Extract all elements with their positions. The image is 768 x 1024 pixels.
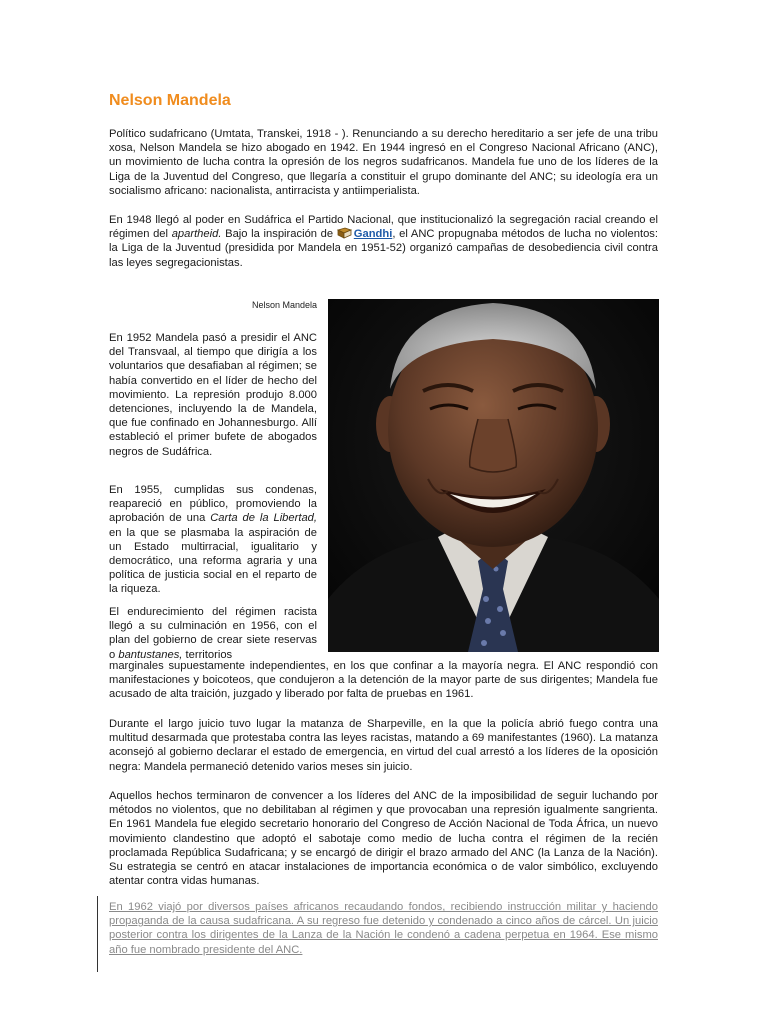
paragraph-text: En 1955, cumplidas sus condenas, reapareció en público, promoviendo la aprobación de una — [109, 484, 317, 525]
paragraph-apartheid — [109, 213, 658, 270]
mandela-photo — [328, 299, 659, 652]
paragraph-1962-link[interactable]: En 1962 viajó por diversos países africanos recaudando fondos, recibiendo instrucción militar y haciendo propaganda de la causa sudafricana. A su regreso fue detenido y condenado a cinco años de cárcel. Un juicio posterior contra los dirigentes de la Lanza de la Nación le condenó a cadena perpetua en 1964. Ese mismo año fue nombrado presidente del ANC. — [109, 901, 658, 956]
paragraph-bantustanes — [109, 605, 317, 662]
paragraph-carta-libertad — [109, 483, 317, 597]
paragraph-emphasis: bantustanes, — [118, 648, 183, 661]
paragraph-text: En 1948 llegó al poder en Sudáfrica el Partido Nacional, que institucionalizó la segregación racial creando el régimen del — [109, 214, 658, 241]
paragraph-marginales: marginales supuestamente independientes, en los que confinar a la mayoría negra. El ANC respondió con manifestaciones y boicoteos, que condujeron a la detención de la mayor parte de sus dirigentes; Mandela fue acusado de alta traición, juzgado y liberado por falta de pruebas en 1961. — [109, 660, 658, 701]
paragraph-lanza-nacion: Aquellos hechos terminaron de convencer a los líderes del ANC de la imposibilidad de seguir luchando por métodos no violentos, que no debilitaban al régimen y que provocaban una represión igualmente sangrienta. En 1961 Mandela fue elegido secretario honorario del Congreso de Acción Nacional de Toda África, un nuevo movimiento clandestino que adoptó el sabotaje como medio de lucha contra el régimen de la recién proclamada República Sudafricana; y se encargó de dirigir el brazo armado del ANC (la Lanza de la Nación). Su estrategia se centró en atacar instalaciones de importancia económica o de valor simbólico, excluyendo atentar contra vidas humanas. — [109, 790, 658, 888]
paragraph-text: territorios — [182, 648, 233, 661]
photo-caption: Nelson Mandela — [251, 300, 317, 310]
paragraph-text: El endurecimiento del régimen racista llegó a su culminación en 1956, con el plan del gobierno de crear siete reservas o — [109, 606, 317, 661]
paragraph-text: Bajo la inspiración de — [221, 228, 337, 241]
paragraph-sharpeville: Durante el largo juicio tuvo lugar la matanza de Sharpeville, en la que la policía abrió fuego contra una multitud desarmada que protestaba contra las leyes racistas, matando a 69 manifestantes (1960). La matanza aconsejó al gobierno declarar el estado de emergencia, en virtud del cual arrestó a los líderes de la oposición negra: Mandela permaneció detenido varios meses sin juicio. — [109, 718, 658, 773]
gandhi-link[interactable]: Gandhi — [353, 228, 393, 241]
paragraph-emphasis: Carta de la Libertad, — [210, 512, 318, 525]
book-icon — [337, 227, 352, 239]
paragraph-intro: Político sudafricano (Umtata, Transkei, 1918 - ). Renunciando a su derecho hereditario a ser jefe de una tribu xosa, Nelson Mandela se hizo abogado en 1942. En 1944 ingresó en el Congreso Nacional Africano (ANC), un movimiento de lucha contra la opresión de los negros sudafricanos. Mandela fue uno de los líderes de la Liga de la Juventud del Congreso, que llegaría a constituir el grupo dominante del ANC; su ideología era un socialismo africano: nacionalista, antirracista y antiimperialista. — [109, 128, 658, 197]
page-title: Nelson Mandela — [109, 92, 231, 109]
margin-change-bar — [97, 896, 98, 972]
paragraph-emphasis: apartheid. — [171, 228, 222, 241]
portrait-image — [328, 299, 659, 652]
paragraph-text: en la que se plasmaba la aspiración de un Estado multirracial, igualitario y democrático, una reforma agraria y una política de justicia social en el reparto de la riqueza. — [109, 526, 317, 596]
paragraph-text: , el ANC propugnaba métodos de lucha no violentos: la Liga de la Juventud (presidida por Mandela en 1951-52) organizó campañas de desobediencia civil contra las leyes segregacionistas. — [109, 228, 658, 269]
paragraph-transvaal: En 1952 Mandela pasó a presidir el ANC del Transvaal, al tiempo que dirigía a los voluntarios que desafiaban al régimen; se había convertido en el líder de hecho del movimiento. La represión produjo 8.000 detenciones, incluyendo la de Mandela, que fue confinado en Johannesburgo. Allí estableció el primer bufete de abogados negros de Sudáfrica. — [109, 332, 317, 458]
